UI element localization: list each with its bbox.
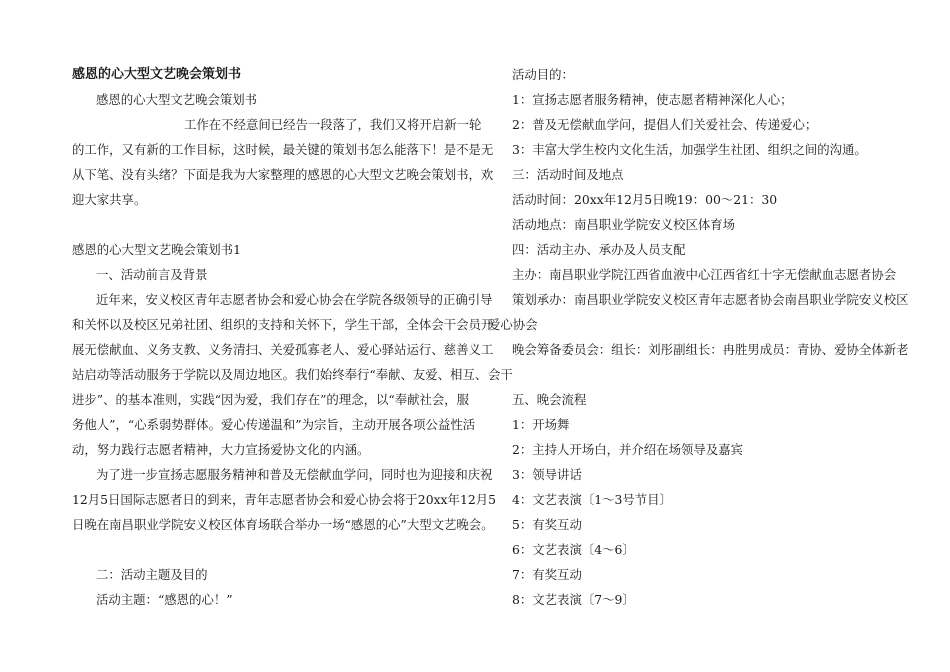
paragraph-line: 务他人”，“心系弱势群体。爱心传递温和”为宗旨，主动开展各项公益性活 xyxy=(72,417,476,432)
detail-line: 爱心协会 xyxy=(488,317,538,332)
list-item: 1：宣扬志愿者服务精神，使志愿者精神深化人心； xyxy=(512,92,793,107)
theme-line: 活动主题：“感恩的心！” xyxy=(96,592,233,607)
list-item: 2：主持人开场白，并介绍在场领导及嘉宾 xyxy=(512,442,743,457)
section-title: 感恩的心大型文艺晚会策划书1 xyxy=(72,242,241,257)
list-item: 8：文艺表演〔7～9〕 xyxy=(512,592,635,607)
detail-line: 主办：南昌职业学院江西省血液中心江西省红十字无偿献血志愿者协会 xyxy=(512,267,897,282)
list-item: 4：文艺表演〔1～3号节目〕 xyxy=(512,492,672,507)
section-heading: 四：活动主办、承办及人员支配 xyxy=(512,242,686,257)
intro-line: 的工作，又有新的工作目标，这时候，最关键的策划书怎么能落下！是不是无 xyxy=(72,142,494,157)
section-heading: 一、活动前言及背景 xyxy=(96,267,208,282)
section-heading: 五、晚会流程 xyxy=(512,392,587,407)
list-item: 6：文艺表演〔4～6〕 xyxy=(512,542,635,557)
list-item: 5：有奖互动 xyxy=(512,517,582,532)
intro-line: 工作在不经意间已经告一段落了，我们又将开启新一轮 xyxy=(184,117,482,132)
list-item: 3：领导讲话 xyxy=(512,467,582,482)
detail-line: 会干 xyxy=(488,367,513,382)
paragraph-line: 和关怀以及校区兄弟社团、组织的支持和关怀下，学生干部，全体会干会员开 xyxy=(72,317,494,332)
document-title: 感恩的心大型文艺晚会策划书 xyxy=(72,67,242,82)
intro-line: 从下笔、没有头绪？下面是我为大家整理的感恩的心大型文艺晚会策划书，欢 xyxy=(72,167,494,182)
document-subtitle: 感恩的心大型文艺晚会策划书 xyxy=(96,92,258,107)
detail-line: 活动时间：20xx年12月5日晚19：00～21：30 xyxy=(512,192,778,207)
paragraph-line: 进步”、的基本准则，实践“因为爱，我们存在”的理念，以“奉献社会，服 xyxy=(72,392,470,407)
detail-line: 晚会筹备委员会：组长：刘彤副组长：冉胜男成员：青协、爱协全体新老 xyxy=(512,342,909,357)
paragraph-line: 站启动等活动服务于学院以及周边地区。我们始终奉行“奉献、友爱、相互、 xyxy=(72,367,488,382)
list-item: 1：开场舞 xyxy=(512,417,570,432)
paragraph-line: 日晚在南昌职业学院安义校区体育场联合举办一场“感恩的心”大型文艺晚会。 xyxy=(72,517,494,532)
paragraph-line: 动，努力践行志愿者精神，大力宣扬爱协文化的内涵。 xyxy=(72,442,370,457)
paragraph-line: 近年来，安义校区青年志愿者协会和爱心协会在学院各级领导的正确引导 xyxy=(96,292,493,307)
detail-line: 策划承办：南昌职业学院安义校区青年志愿者协会南昌职业学院安义校区 xyxy=(512,292,909,307)
list-item: 2：普及无偿献血学问，提倡人们关爱社会、传递爱心； xyxy=(512,117,818,132)
detail-line: 活动地点：南昌职业学院安义校区体育场 xyxy=(512,217,736,232)
paragraph-line: 展无偿献血、义务支教、义务清扫、关爱孤寡老人、爱心驿站运行、慈善义工 xyxy=(72,342,494,357)
list-item: 7：有奖互动 xyxy=(512,567,582,582)
paragraph-line: 为了进一步宣扬志愿服务精神和普及无偿献血学问，同时也为迎接和庆祝 xyxy=(96,467,493,482)
intro-line: 迎大家共享。 xyxy=(72,192,147,207)
list-item: 3：丰富大学生校内文化生活，加强学生社团、组织之间的沟通。 xyxy=(512,142,867,157)
paragraph-line: 12月5日国际志愿者日的到来，青年志愿者协会和爱心协会将于20xx年12月5 xyxy=(72,492,496,507)
section-heading: 二：活动主题及目的 xyxy=(96,567,208,582)
section-heading: 活动目的： xyxy=(512,67,574,82)
section-heading: 三：活动时间及地点 xyxy=(512,167,624,182)
